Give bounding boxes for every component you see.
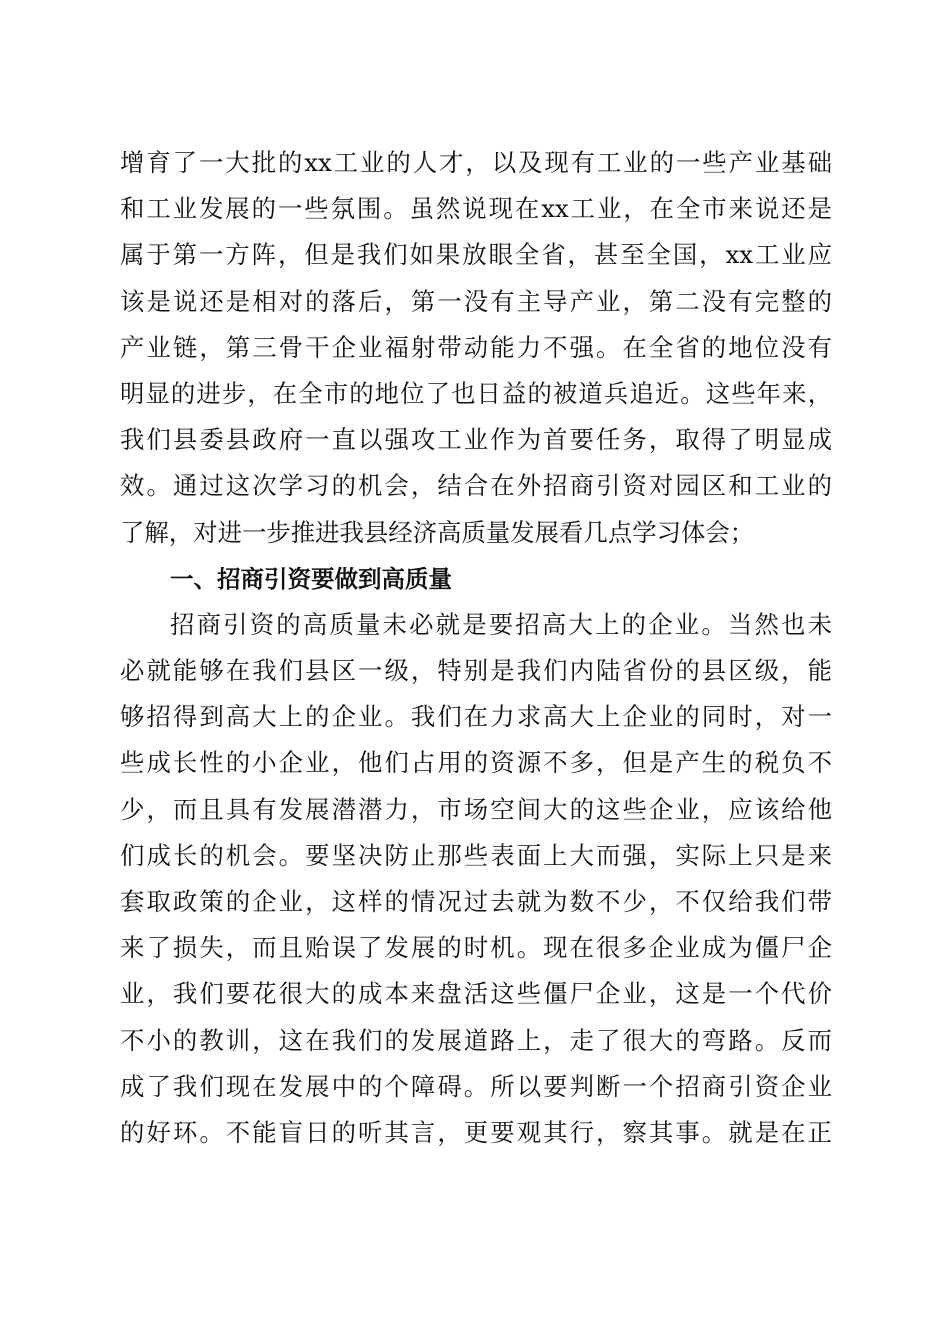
paragraph-line: 够招得到高大上的企业。我们在力求高大上企业的同时，对一 — [120, 702, 832, 732]
paragraph-line: 我们县委县政府一直以强攻工业作为首要任务，取得了明显成 — [120, 425, 832, 455]
paragraph-line: 少，而且具有发展潜潜力，市场空间大的这些企业，应该给他 — [120, 794, 832, 824]
paragraph-line: 效。通过这次学习的机会，结合在外招商引资对园区和工业的 — [120, 471, 832, 501]
paragraph-line: 套取政策的企业，这样的情况过去就为数不少，不仅给我们带 — [120, 887, 832, 916]
paragraph-line: 来了损失，而且贻误了发展的时机。现在很多企业成为僵尸企 — [120, 933, 832, 963]
paragraph-line: 和工业发展的一些氛围。虽然说现在xx工业，在全市来说还是 — [120, 194, 832, 224]
paragraph-line: 明显的进步，在全市的地位了也日益的被道兵追近。这些年来， — [120, 378, 832, 408]
paragraph-line: 招商引资的高质量未必就是要招高大上的企业。当然也未 — [170, 609, 832, 639]
paragraph-line: 业，我们要花很大的成本来盘活这些僵尸企业，这是一个代价 — [120, 979, 832, 1009]
section-heading: 一、招商引资要做到高质量 — [170, 564, 452, 593]
paragraph-line: 们成长的机会。要坚决防止那些表面上大而强，实际上只是来 — [120, 840, 832, 870]
paragraph-line: 该是说还是相对的落后，第一没有主导产业，第二没有完整的 — [120, 286, 832, 316]
paragraph-line: 些成长性的小企业，他们占用的资源不多，但是产生的税负不 — [120, 748, 832, 778]
paragraph-line: 产业链，第三骨干企业福射带动能力不强。在全省的地位没有 — [120, 332, 832, 362]
paragraph-section-1 — [120, 602, 832, 1156]
paragraph-line: 的好环。不能盲日的听其言，更要观其行，察其事。就是在正 — [120, 1117, 832, 1147]
paragraph-line: 必就能够在我们县区一级，特别是我们内陆省份的县区级，能 — [120, 656, 832, 686]
paragraph-line: 属于第一方阵，但是我们如果放眼全省，甚至全国，xx工业应 — [120, 240, 832, 270]
paragraph-line: 成了我们现在发展中的个障碍。所以要判断一个招商引资企业 — [120, 1071, 832, 1101]
paragraph-line: 了解，对进一步推进我县经济高质量发展看几点学习体会； — [120, 517, 755, 547]
paragraph-line: 不小的教训，这在我们的发展道路上，走了很大的弯路。反而 — [120, 1025, 832, 1055]
paragraph-intro — [120, 140, 832, 556]
paragraph-line: 增育了一大批的xx工业的人才，以及现有工业的一些产业基础 — [120, 148, 832, 177]
document-body — [120, 140, 832, 1156]
